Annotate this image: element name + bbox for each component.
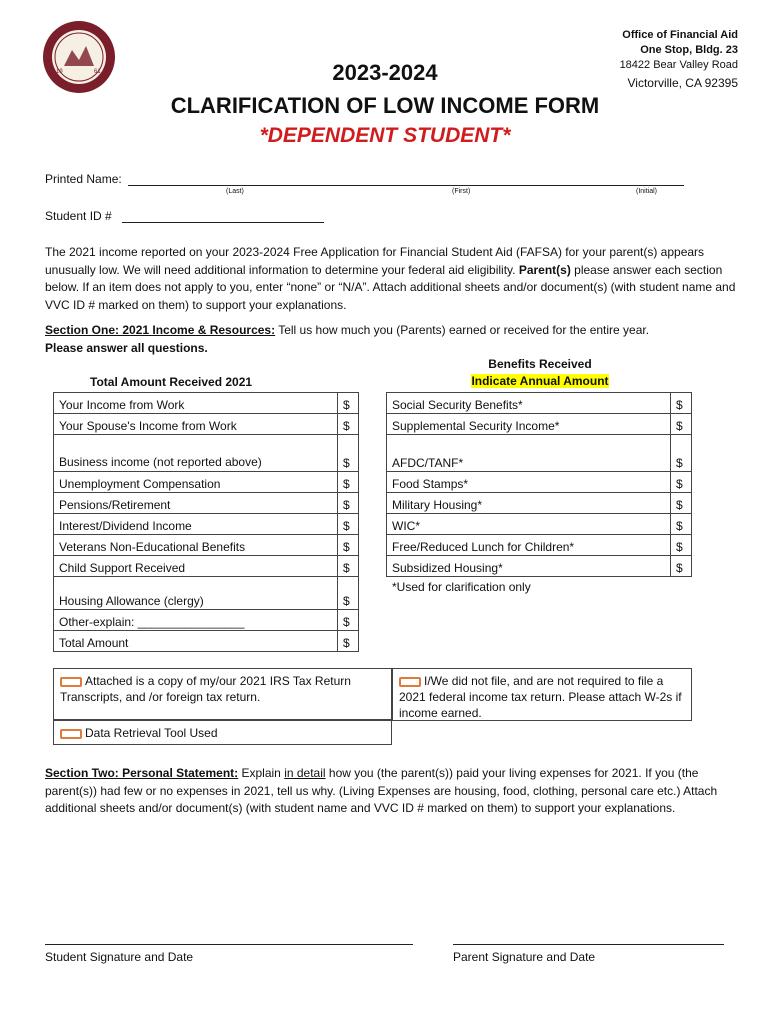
table-row: Total Amount $ bbox=[54, 631, 359, 652]
seal-year-right: 61 bbox=[94, 69, 101, 75]
amount-cell[interactable]: $ bbox=[671, 535, 692, 556]
student-id-label: Student ID # bbox=[45, 209, 112, 223]
data-retrieval-option[interactable]: Data Retrieval Tool Used bbox=[53, 720, 392, 745]
form-subtitle: *DEPENDENT STUDENT* bbox=[259, 124, 511, 147]
table-row: Social Security Benefits* $ bbox=[387, 393, 692, 414]
income-table bbox=[53, 392, 359, 652]
intro-paragraph: The 2021 income reported on your 2023-2024 Free Application for Financial Student Aid (FAFSA) for your parent(s) appears unusually low. We will need additional information to determine your federal aid eligibility. Parent(s) please answer each section below. If an item does not apply to you, enter “none” or “N/A”. Attach additional sheets and/or document(s) (with student name and VVC ID # marked on them) to support your explanations. bbox=[45, 245, 736, 312]
form-title: CLARIFICATION OF LOW INCOME FORM bbox=[170, 93, 600, 118]
section-one-heading: Section One: 2021 Income & Resources: Tell us how much you (Parents) earned or received for the entire year. Please answer all questions. bbox=[45, 323, 650, 355]
checkbox-icon[interactable] bbox=[60, 729, 82, 739]
right-table-subtitle: Indicate Annual Amount bbox=[471, 374, 609, 388]
table-row: Unemployment Compensation $ bbox=[54, 472, 359, 493]
last-label: (Last) bbox=[226, 188, 244, 195]
form-year: 2023-2024 bbox=[332, 60, 438, 85]
table-row: Business income (not reported above) $ bbox=[54, 435, 359, 472]
amount-cell[interactable]: $ bbox=[338, 472, 359, 493]
checkbox-icon[interactable] bbox=[399, 677, 421, 687]
table-row: Your Income from Work $ bbox=[54, 393, 359, 414]
attached-transcript-option[interactable]: Attached is a copy of my/our 2021 IRS Tax Return Transcripts, and /or foreign tax return. bbox=[53, 668, 392, 720]
amount-cell[interactable]: $ bbox=[338, 493, 359, 514]
amount-cell[interactable]: $ bbox=[338, 393, 359, 414]
table-row: Housing Allowance (clergy) $ bbox=[54, 577, 359, 610]
section-two-statement: Section Two: Personal Statement: Explain in detail how you (the parent(s)) paid your living expenses for 2021. If you (the parent(s)) had few or no expenses in 2021, tell us why. (Living Expenses are housing, food, clothing, personal care etc.) Attach additional sheets and/or document(s) (with student name and VVC ID # marked on them) to support your explanations. bbox=[45, 766, 718, 815]
left-table-title: Total Amount Received 2021 bbox=[90, 375, 253, 389]
student-id-line[interactable] bbox=[122, 222, 324, 223]
amount-cell[interactable]: $ bbox=[338, 610, 359, 631]
did-not-file-option[interactable]: I/We did not file, and are not required to file a 2021 federal income tax return. Please attach W-2s if income earned. bbox=[392, 668, 692, 721]
amount-cell[interactable]: $ bbox=[338, 535, 359, 556]
student-signature-label: Student Signature and Date bbox=[45, 950, 194, 964]
table-row: Pensions/Retirement $ bbox=[54, 493, 359, 514]
table-row: WIC* $ bbox=[387, 514, 692, 535]
parent-signature-line[interactable] bbox=[453, 944, 724, 945]
table-row: Supplemental Security Income* $ bbox=[387, 414, 692, 435]
amount-cell[interactable]: $ bbox=[338, 577, 359, 610]
checkbox-icon[interactable] bbox=[60, 677, 82, 687]
table-row: Your Spouse's Income from Work $ bbox=[54, 414, 359, 435]
amount-cell[interactable]: $ bbox=[338, 514, 359, 535]
amount-cell[interactable]: $ bbox=[671, 393, 692, 414]
amount-cell[interactable]: $ bbox=[671, 414, 692, 435]
address-street: 18422 Bear Valley Road bbox=[619, 59, 738, 71]
initial-label: (Initial) bbox=[636, 188, 658, 195]
amount-cell[interactable]: $ bbox=[671, 556, 692, 577]
amount-cell[interactable]: $ bbox=[671, 435, 692, 472]
office-building: One Stop, Bldg. 23 bbox=[640, 44, 738, 56]
table-row: Subsidized Housing* $ bbox=[387, 556, 692, 577]
table-row: Child Support Received $ bbox=[54, 556, 359, 577]
address-city: Victorville, CA 92395 bbox=[627, 76, 738, 90]
footnote: *Used for clarification only bbox=[392, 580, 531, 594]
table-row: Military Housing* $ bbox=[387, 493, 692, 514]
student-signature-line[interactable] bbox=[45, 944, 413, 945]
office-name: Office of Financial Aid bbox=[622, 29, 738, 41]
table-row: Other-explain: ________________ $ bbox=[54, 610, 359, 631]
amount-cell[interactable]: $ bbox=[671, 514, 692, 535]
printed-name-label: Printed Name: bbox=[45, 172, 122, 186]
printed-name-line[interactable] bbox=[128, 185, 684, 186]
seal-year-left: 19 bbox=[56, 69, 63, 75]
amount-cell[interactable]: $ bbox=[338, 435, 359, 472]
table-row: Veterans Non-Educational Benefits $ bbox=[54, 535, 359, 556]
benefits-table bbox=[386, 392, 692, 577]
table-row: Free/Reduced Lunch for Children* $ bbox=[387, 535, 692, 556]
amount-cell[interactable]: $ bbox=[338, 556, 359, 577]
amount-cell[interactable]: $ bbox=[671, 493, 692, 514]
table-row: Food Stamps* $ bbox=[387, 472, 692, 493]
table-row: Interest/Dividend Income $ bbox=[54, 514, 359, 535]
amount-cell[interactable]: $ bbox=[671, 472, 692, 493]
answer-all-instruction: Please answer all questions. bbox=[45, 340, 208, 355]
right-table-title: Benefits Received bbox=[488, 357, 592, 371]
table-row: AFDC/TANF* $ bbox=[387, 435, 692, 472]
amount-cell[interactable]: $ bbox=[338, 414, 359, 435]
first-label: (First) bbox=[452, 188, 471, 195]
parent-signature-label: Parent Signature and Date bbox=[453, 950, 596, 964]
total-amount-cell[interactable]: $ bbox=[338, 631, 359, 652]
